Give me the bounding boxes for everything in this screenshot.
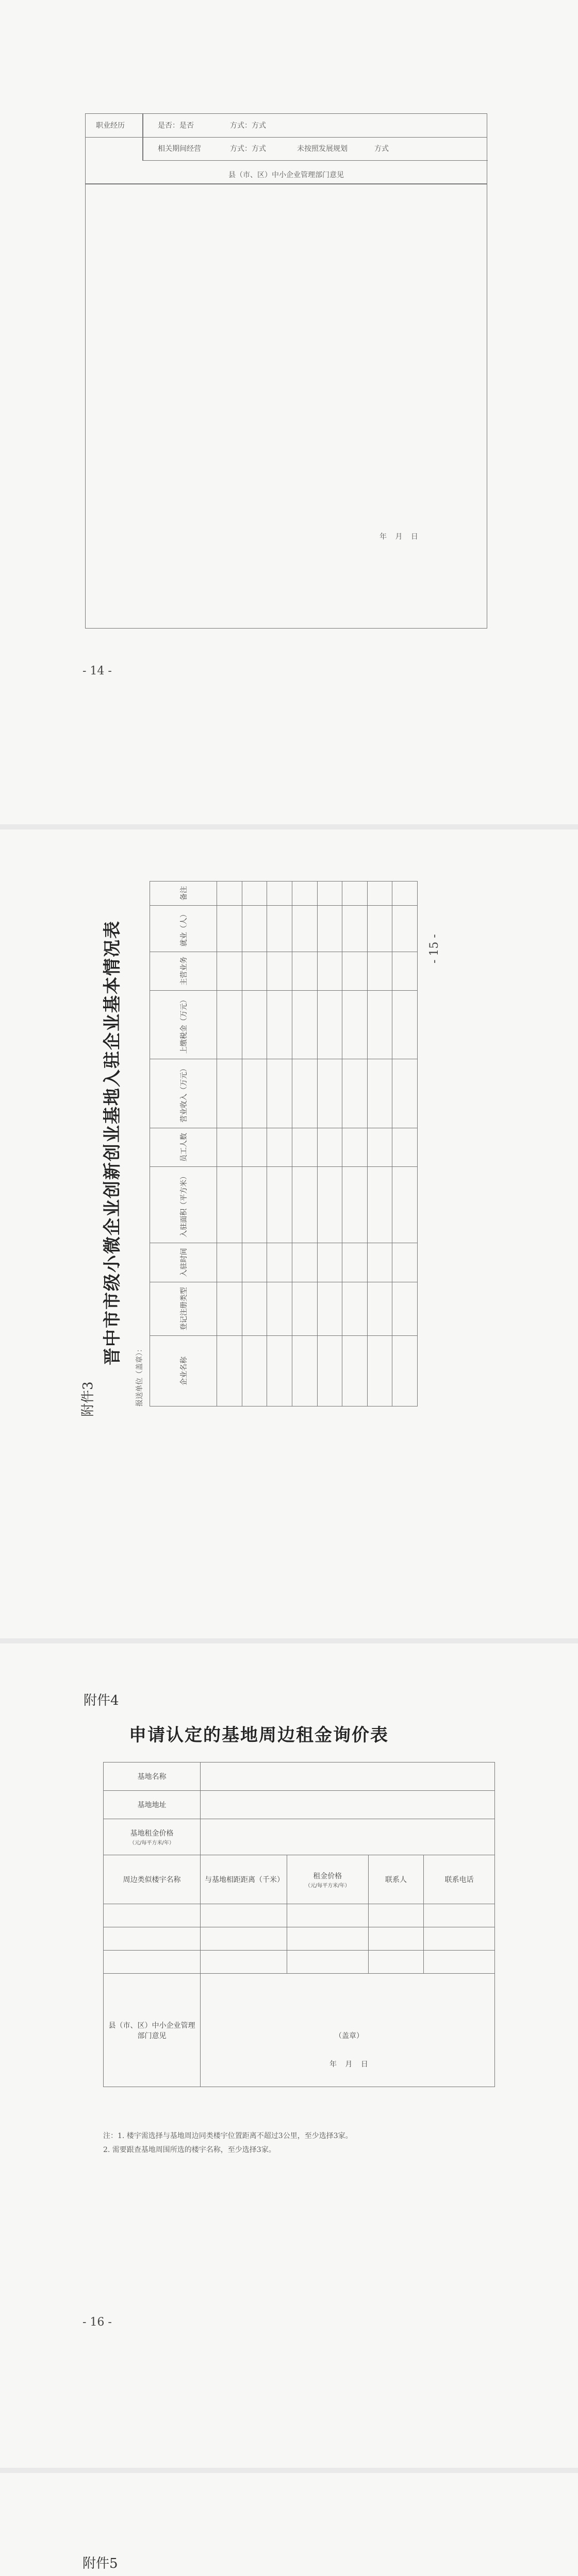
form-row-2 [142,137,488,161]
row-text: 方式 [374,145,389,153]
row-label: 基地地址 [104,1791,201,1819]
figure-label: 附件5 [82,2556,118,2571]
opinion-label: 县（市、区）中小企业管理部门意见 [104,1974,201,2087]
header-cell: 联系电话 [424,1855,495,1904]
row-label: 基地租金价格 （元/每平方米/年） [104,1819,201,1855]
date: 年 月 日 [329,2060,371,2069]
header-cell: 租金价格 （元/每平方米/年） [287,1855,368,1904]
row-label: 职业经历 [96,122,125,130]
row-label: 基地名称 [104,1762,201,1791]
header-cell: 备注 [150,882,217,906]
header-cell: 登记注册类型 [150,1282,217,1335]
header-cell: 上缴税金（万元） [150,991,217,1059]
form-row-1 [86,114,487,138]
enterprise-table [150,881,418,1406]
header-cell: 联系人 [368,1855,424,1904]
unit-label: 报送单位（盖章）： [136,1345,144,1406]
opinion-title: 县（市、区）中小企业管理部门意见 [228,171,344,179]
page-2 [0,829,578,1638]
page-4 [0,2473,578,2576]
rent-table [103,1762,495,2087]
header-cell: 企业名称 [150,1336,217,1406]
header-cell: 主营业务 [150,952,217,990]
form-table [85,113,487,629]
page-number: - 15 - [428,934,441,963]
stamp: （盖章） [334,2032,364,2040]
header-cell: 周边类似楼宇名称 [104,1855,201,1904]
note-1: 注：1. 楼宇需选择与基地周边同类楼宇位置距离不超过3公里，至少选择3家。 [103,2132,353,2140]
seal-date: 年 月 日 [379,533,421,541]
page-3 [0,1643,578,2468]
page-number: - 14 - [82,665,112,677]
row-text: 相关期间经营 [158,145,201,153]
rotated-sheet [77,876,449,1417]
header-cell: 就业（人） [150,905,217,952]
table-title: 申请认定的基地周边租金询价表 [129,1725,389,1745]
figure-label: 附件3 [80,1381,96,1417]
header-cell: 与基地相距距离（千米） [200,1855,287,1904]
figure-label: 附件4 [84,1693,119,1708]
table-title: 晋中市市级小微企业创新创业基地入驻企业基本情况表 [102,920,123,1365]
row-text: 是否：是否 [158,122,194,130]
header-cell: 营业收入（万元） [150,1059,217,1128]
header-cell: 入驻面积（平方米） [150,1167,217,1243]
header-cell: 员工人数 [150,1128,217,1166]
page-number: - 16 - [82,2316,112,2329]
page-1 [0,0,578,824]
header-cell: 入驻时间 [150,1243,217,1282]
row-text: 未按照发展规划 [297,145,348,153]
row-text: 方式：方式 [230,145,266,153]
row-text: 方式：方式 [230,122,266,130]
note-2: 2. 需要跟查基地周围所选的楼宇名称，至少选择3家。 [103,2146,276,2154]
